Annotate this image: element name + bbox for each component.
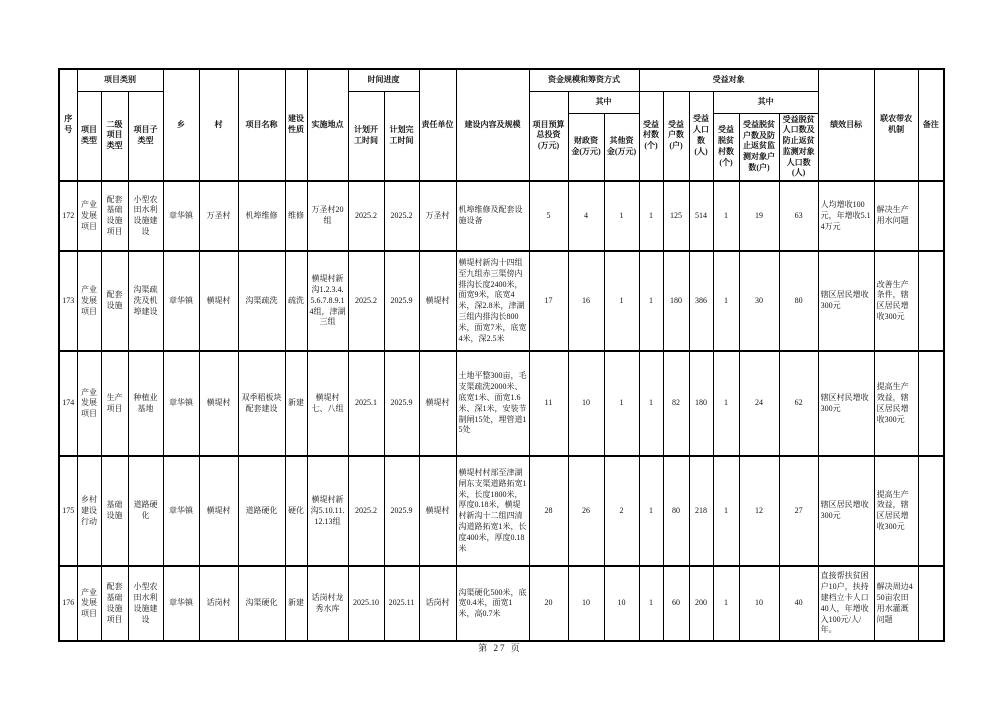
cell-build-nature: 新建 bbox=[285, 351, 307, 456]
cell-plan-finish: 2025.9 bbox=[384, 251, 419, 351]
cell-town: 章华镇 bbox=[163, 181, 199, 251]
cell-link-mechanism: 改善生产条件，辖区居民增收300元 bbox=[874, 251, 918, 351]
table-row bbox=[59, 181, 944, 251]
cell-secondary-type: 配套基础设施项目 bbox=[101, 181, 128, 251]
cell-link-mechanism: 提高生产效益，辖区居民增收300元 bbox=[874, 351, 918, 456]
cell-fiscal-fund: 16 bbox=[568, 251, 604, 351]
col-header-benefit-population: 受益人口数(人) bbox=[689, 91, 713, 181]
cell-poor-population: 62 bbox=[779, 351, 818, 456]
cell-build-nature: 疏洗 bbox=[285, 251, 307, 351]
cell-performance-goal: 辖区村民增收300元 bbox=[818, 351, 874, 456]
cell-duty-unit: 横堤村 bbox=[419, 456, 456, 566]
cell-serial: 174 bbox=[59, 351, 77, 456]
cell-village: 横堤村 bbox=[199, 456, 238, 566]
cell-poor-households: 30 bbox=[739, 251, 779, 351]
cell-total-budget: 11 bbox=[529, 351, 568, 456]
col-header-village: 村 bbox=[199, 69, 238, 181]
cell-performance-goal: 人均增收100元，年增收5.14万元 bbox=[818, 181, 874, 251]
cell-poor-households: 10 bbox=[739, 566, 779, 641]
cell-plan-finish: 2025.11 bbox=[384, 566, 419, 641]
cell-town: 章华镇 bbox=[163, 456, 199, 566]
col-header-plan-finish: 计划完工时间 bbox=[384, 91, 419, 181]
col-header-performance-goal: 绩效目标 bbox=[818, 69, 874, 181]
cell-sub-type: 小型农田水利设施建设 bbox=[128, 181, 163, 251]
cell-poor-population: 63 bbox=[779, 181, 818, 251]
cell-village: 万圣村 bbox=[199, 181, 238, 251]
cell-benefit-villages: 1 bbox=[639, 251, 663, 351]
cell-poor-population: 27 bbox=[779, 456, 818, 566]
cell-plan-finish: 2025.2 bbox=[384, 181, 419, 251]
col-header-benefit-households: 受益户数(户) bbox=[663, 91, 689, 181]
col-header-location: 实施地点 bbox=[307, 69, 348, 181]
cell-duty-unit: 话岗村 bbox=[419, 566, 456, 641]
cell-plan-start: 2025.2 bbox=[348, 456, 384, 566]
cell-location: 横堤村新沟5.10.11.12.13组 bbox=[307, 456, 348, 566]
cell-project-name: 机埠维修 bbox=[238, 181, 285, 251]
cell-total-budget: 20 bbox=[529, 566, 568, 641]
cell-village: 横堤村 bbox=[199, 251, 238, 351]
cell-serial: 172 bbox=[59, 181, 77, 251]
cell-build-nature: 维修 bbox=[285, 181, 307, 251]
cell-benefit-households: 125 bbox=[663, 181, 689, 251]
col-header-build-nature: 建设性质 bbox=[285, 69, 307, 181]
table-row bbox=[59, 566, 944, 641]
cell-poor-villages: 1 bbox=[713, 351, 739, 456]
cell-plan-start: 2025.1 bbox=[348, 351, 384, 456]
cell-fiscal-fund: 4 bbox=[568, 181, 604, 251]
cell-content-scale: 横堤村新沟十四组至九组赤三渠傍内排沟长度2400米，面宽9米，底宽4米，深2.8米，津湖三组内排沟长800米，面宽7米，底宽4米，深2.5米 bbox=[456, 251, 529, 351]
cell-serial: 175 bbox=[59, 456, 77, 566]
cell-link-mechanism: 提高生产效益，辖区居民增收300元 bbox=[874, 456, 918, 566]
cell-project-type: 乡村建设行动 bbox=[77, 456, 101, 566]
cell-town: 章华镇 bbox=[163, 251, 199, 351]
cell-build-nature: 新建 bbox=[285, 566, 307, 641]
col-header-total-budget: 项目预算总投资(万元) bbox=[529, 91, 568, 181]
col-header-sub-type: 项目子类型 bbox=[128, 91, 163, 181]
col-header-secondary-type: 二级项目类型 bbox=[101, 91, 128, 181]
cell-link-mechanism: 解决周边450亩农田用水灌溉问题 bbox=[874, 566, 918, 641]
cell-content-scale: 机埠维修及配套设施设备 bbox=[456, 181, 529, 251]
col-header-fund-group: 资金规模和筹资方式 bbox=[529, 69, 639, 91]
cell-other-fund: 1 bbox=[604, 181, 639, 251]
table-header bbox=[59, 69, 944, 181]
cell-town: 章华镇 bbox=[163, 351, 199, 456]
cell-build-nature: 硬化 bbox=[285, 456, 307, 566]
cell-village: 横堤村 bbox=[199, 351, 238, 456]
col-header-benefit-among: 其中 bbox=[713, 91, 818, 113]
cell-sub-type: 沟渠疏洗及机埠建设 bbox=[128, 251, 163, 351]
cell-plan-start: 2025.2 bbox=[348, 251, 384, 351]
cell-duty-unit: 横堤村 bbox=[419, 251, 456, 351]
col-header-link-mechanism: 联农带农机制 bbox=[874, 69, 918, 181]
cell-poor-households: 19 bbox=[739, 181, 779, 251]
col-header-serial: 序号 bbox=[59, 69, 77, 181]
cell-fiscal-fund: 26 bbox=[568, 456, 604, 566]
cell-benefit-population: 180 bbox=[689, 351, 713, 456]
cell-poor-villages: 1 bbox=[713, 456, 739, 566]
cell-poor-villages: 1 bbox=[713, 181, 739, 251]
cell-content-scale: 横堤村村部至津湖闸东支渠道路拓宽1米，长度1800米，厚度0.18米，横堤村新沟十二组四清沟道路拓宽1米，长度400米，厚度0.18米 bbox=[456, 456, 529, 566]
cell-project-type: 产业发展项目 bbox=[77, 351, 101, 456]
cell-plan-finish: 2025.9 bbox=[384, 351, 419, 456]
cell-other-fund: 1 bbox=[604, 251, 639, 351]
cell-benefit-villages: 1 bbox=[639, 351, 663, 456]
cell-project-name: 沟渠疏洗 bbox=[238, 251, 285, 351]
cell-other-fund: 10 bbox=[604, 566, 639, 641]
cell-poor-households: 12 bbox=[739, 456, 779, 566]
cell-remark bbox=[918, 251, 944, 351]
col-header-benefit-villages: 受益村数(个) bbox=[639, 91, 663, 181]
cell-secondary-type: 配套设施 bbox=[101, 251, 128, 351]
cell-serial: 176 bbox=[59, 566, 77, 641]
cell-location: 横堤村七、八组 bbox=[307, 351, 348, 456]
page-footer: 第 27 页 bbox=[478, 643, 522, 653]
cell-sub-type: 种植业基地 bbox=[128, 351, 163, 456]
cell-sub-type: 小型农田水利设施建设 bbox=[128, 566, 163, 641]
cell-secondary-type: 生产项目 bbox=[101, 351, 128, 456]
cell-performance-goal: 辖区居民增收300元 bbox=[818, 456, 874, 566]
cell-remark bbox=[918, 351, 944, 456]
cell-project-name: 道路硬化 bbox=[238, 456, 285, 566]
table-row bbox=[59, 251, 944, 351]
cell-plan-finish: 2025.9 bbox=[384, 456, 419, 566]
table-row bbox=[59, 456, 944, 566]
cell-duty-unit: 万圣村 bbox=[419, 181, 456, 251]
cell-poor-villages: 1 bbox=[713, 251, 739, 351]
col-header-project-type: 项目类型 bbox=[77, 91, 101, 181]
cell-poor-households: 24 bbox=[739, 351, 779, 456]
col-header-benefit-group: 受益对象 bbox=[639, 69, 818, 91]
project-plan-table bbox=[58, 68, 945, 642]
col-header-poor-households: 受益脱贫户数及防止返贫监测对象户数(户) bbox=[739, 113, 779, 181]
cell-poor-population: 40 bbox=[779, 566, 818, 641]
cell-plan-start: 2025.10 bbox=[348, 566, 384, 641]
cell-project-type: 产业发展项目 bbox=[77, 251, 101, 351]
cell-poor-population: 80 bbox=[779, 251, 818, 351]
cell-benefit-households: 180 bbox=[663, 251, 689, 351]
cell-benefit-villages: 1 bbox=[639, 566, 663, 641]
cell-remark bbox=[918, 456, 944, 566]
col-header-remark: 备注 bbox=[918, 69, 944, 181]
cell-benefit-population: 386 bbox=[689, 251, 713, 351]
cell-town: 章华镇 bbox=[163, 566, 199, 641]
col-header-schedule-group: 时间进度 bbox=[348, 69, 419, 91]
col-header-project-name: 项目名称 bbox=[238, 69, 285, 181]
cell-benefit-villages: 1 bbox=[639, 456, 663, 566]
cell-benefit-households: 82 bbox=[663, 351, 689, 456]
cell-benefit-population: 514 bbox=[689, 181, 713, 251]
cell-benefit-villages: 1 bbox=[639, 181, 663, 251]
cell-poor-villages: 1 bbox=[713, 566, 739, 641]
cell-total-budget: 5 bbox=[529, 181, 568, 251]
table-body bbox=[59, 181, 944, 641]
cell-duty-unit: 横堤村 bbox=[419, 351, 456, 456]
cell-content-scale: 土地平整300亩，毛支渠疏洗2000米、底宽1米、面宽1.6米、深1米，安装节制闸15处，埋管道15处 bbox=[456, 351, 529, 456]
cell-village: 话岗村 bbox=[199, 566, 238, 641]
cell-total-budget: 17 bbox=[529, 251, 568, 351]
cell-performance-goal: 直接帮扶贫困户10户，扶持建档立卡人口40人，年增收入100元/人/年。 bbox=[818, 566, 874, 641]
col-header-duty-unit: 责任单位 bbox=[419, 69, 456, 181]
cell-serial: 173 bbox=[59, 251, 77, 351]
cell-project-name: 沟渠硬化 bbox=[238, 566, 285, 641]
table-row bbox=[59, 351, 944, 456]
col-header-plan-start: 计划开工时间 bbox=[348, 91, 384, 181]
cell-project-type: 产业发展项目 bbox=[77, 181, 101, 251]
cell-location: 横堤村新沟1.2.3.4.5.6.7.8.9.14组，津湖三组 bbox=[307, 251, 348, 351]
cell-plan-start: 2025.2 bbox=[348, 181, 384, 251]
col-header-content-scale: 建设内容及规模 bbox=[456, 69, 529, 181]
cell-remark bbox=[918, 566, 944, 641]
col-header-fund-among: 其中 bbox=[568, 91, 639, 113]
cell-other-fund: 2 bbox=[604, 456, 639, 566]
cell-secondary-type: 基础设施 bbox=[101, 456, 128, 566]
col-header-other-fund: 其他资金(万元) bbox=[604, 113, 639, 181]
cell-content-scale: 沟渠硬化500米，底宽0.4米，面宽1米，高0.7米 bbox=[456, 566, 529, 641]
cell-performance-goal: 辖区居民增收300元 bbox=[818, 251, 874, 351]
cell-project-name: 双季稻板块配套建设 bbox=[238, 351, 285, 456]
col-header-poor-population: 受益脱贫人口数及防止返贫监测对象人口数(人) bbox=[779, 113, 818, 181]
cell-benefit-households: 60 bbox=[663, 566, 689, 641]
cell-location: 话岗村龙秀水库 bbox=[307, 566, 348, 641]
cell-location: 万圣村20组 bbox=[307, 181, 348, 251]
col-header-category-group: 项目类别 bbox=[77, 69, 163, 91]
cell-link-mechanism: 解决生产用水问题 bbox=[874, 181, 918, 251]
cell-benefit-households: 80 bbox=[663, 456, 689, 566]
cell-remark bbox=[918, 181, 944, 251]
col-header-poor-villages: 受益脱贫村数(个) bbox=[713, 113, 739, 181]
cell-benefit-population: 218 bbox=[689, 456, 713, 566]
cell-other-fund: 1 bbox=[604, 351, 639, 456]
cell-total-budget: 28 bbox=[529, 456, 568, 566]
cell-benefit-population: 200 bbox=[689, 566, 713, 641]
cell-fiscal-fund: 10 bbox=[568, 566, 604, 641]
col-header-fiscal-fund: 财政资金(万元) bbox=[568, 113, 604, 181]
cell-secondary-type: 配套基础设施项目 bbox=[101, 566, 128, 641]
cell-sub-type: 道路硬化 bbox=[128, 456, 163, 566]
cell-fiscal-fund: 10 bbox=[568, 351, 604, 456]
cell-project-type: 产业发展项目 bbox=[77, 566, 101, 641]
col-header-town: 乡 bbox=[163, 69, 199, 181]
